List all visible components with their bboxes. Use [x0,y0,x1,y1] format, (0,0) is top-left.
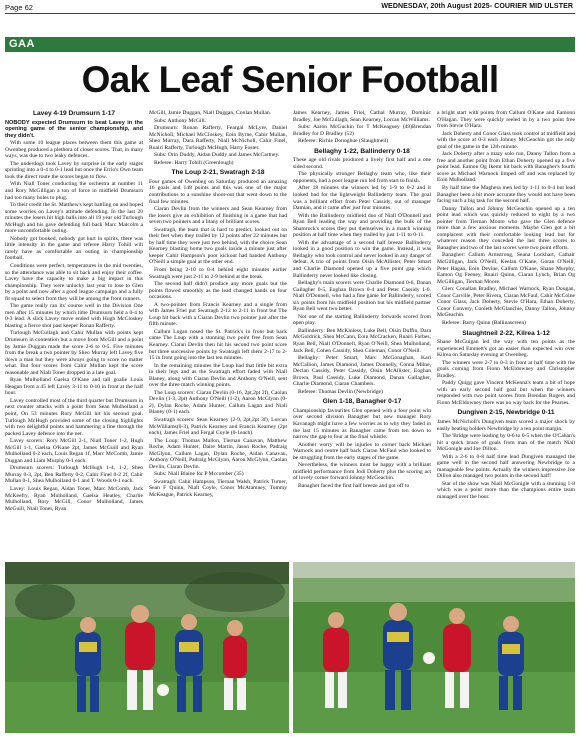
paragraph: With the advantage of a second half breeze Ballinderry looked in a good position to win the game. Instead, it was Bellaghy who took control and never looked in any danger of defeat. A trio of points from Oisin McAllister, Peter Smart and Charlie Diamond opened up a five point gap which Ballinderry never looked like closing. [293,239,431,279]
paragraph: Jack Doherty and Conor Glass took control at midfield and with the score at 0-3 each Johnny McGeachin got the only goal of the game in the 12th minute. [437,130,575,150]
photo-strip [5,562,575,733]
paragraph: Jack Doherty after a mazy solo run, Danny Tallon from a free and another point from Ethan Doherty opened up a five point lead. Eamon Og Ikemr hit back with Banagher's fourth score as Michael Warnock limped off and was replaced by Eoin Mulholland. [437,151,575,184]
referee: Referee: Harry Tohill (Greenlough) [154,159,234,166]
paragraph: Ciaran Devlin from the winners and Sean Kearney from the losers give an exhibition of finishing in a game that had seven two pointers and a litany of brilliant scores. [149,206,287,226]
scorers: The Loup scorers: Ciaran Devlin (0-16, 2pt,2pt 2f), Caolan Devlin (1-3, 2pt) Anthony O'Neill (1-2), Aaron McGlynn (0-2), Dylan Roche, Adam Hunter, Callum Lagan and Niall Blaney (0-1) each. [149,389,287,416]
header-rule [5,13,575,14]
paragraph: Callum Logan nosed the St. Patrick's in front but back came The Loup with a stunning two point free from Sean Kearney. Ciaran Devlin then hit his second two point score but three successive points by Swatragh left them 2-17 to 2-15 in front going into the last ten minutes. [149,328,287,362]
paragraph: From being 2-10 to 0-4 behind eight minutes earlier Swatragh were just 2-11 to 2-9 behind at the break. [149,266,287,280]
subs: Subs: Aaron McGuckin for T McKeaguey (49)Brendan Bradley for D Bradley (52) [293,124,431,137]
paragraph: Four games of Owenbeg on Saturday produced an amazing 16 goals and 148 points and this was one of the major contributions to a sunshine shoot-out that went down to the final few minutes. [149,178,287,205]
match-heading-bellaghy-ballinderry: Bellaghy 1-22, Ballinderry 0-18 [314,147,410,155]
paragraph: The underdogs took Lavey by surprise in the early stages sprinting into a 0-4 to 0-1 lead but once the Errio's Own team took the direct route the scores began to flow. [5,160,143,180]
team-list: Glen: Conallan Bradley, Michael Warnock, Ryan Dougan, Conor Carville, Peter Rivera, Ciaran McFaul, Cahir McColne Conor Glass, Jack Doherty, Stevie O'Hara, Ethan Doherty, Conor Convery, Conleth McGlanchie, Danny Tallon, Johnny McGeachin. [437,286,575,319]
subs: Subs: Niall Blaine for P Mccomber (35) [154,471,244,478]
scorers: Drumsurn scorers: Turlough McHugh 1-4, 1-2, Sheo Murray 0-3, 2pt, Ben Rafferty 0-2, Cahir Finel 0-2 2f, Cahir Mullan 0-1, Shea Mulholland 0-1 and T. Woods 0-1 each. [5,465,143,485]
referee: Referee: Richie Donoghue (Slaughtneil) [298,138,389,145]
paragraph: The second half didn't produce any more goals but the points flowed smoothly as the lead changed hands on four occasions. [149,281,287,301]
paragraph: Shane McGuigan led the way with ten points as the experienced Emmett's got an easier than expected win over Kilrea on Saturday evening at Owenbeg. [437,339,575,359]
scorers: Lavey scorers: Rory McGill 2-1, Niall Toner 1-2, Hugh McGill 1-1, Gaelsa O'Kane 2pt, James McGuill and Ryan Mulholland 0-2 each, Louis Regan 1f, Marc McComb, Jamie Duggan and Liam Murphy 0-1 each. [5,438,143,464]
paragraph: With a 2-6 to 0-8 half time lead Dungiven managed the game well in the second half answering Newbridge to a manageable few points. Actually the winners impressive Joe Dillon also managed two points in the second half! [437,453,575,480]
referee: Referee: Thomas Devlin (Newbridge) [298,388,383,395]
match-photo-right [293,562,575,733]
paragraph: With some 10 league places between them this game at Owenbeg produced a plethora of closer scores. That, in many ways, was due to two leaky defences. [5,140,143,160]
paragraph: A two-pointer from Francis Kearney and a single from with James Friel put Swatragh 2-12 to 2-11 in front but The Loup hit back with a Ciaran Devlin two pointer just after the fifth minute. [149,301,287,328]
team-list: Bellaghy: Peter Smart, Marc McGonaghan, Karl McCallion, James Diamond, James Donnelly, Conna Milne, Declan Cassidy, Peter Cassidy, Oisin McAllister, Eoghan Brown, Paul Cassidy, Luke Diamond, Danan Gallagher, Charlie Diamond, Ciaran Chambers. [293,355,431,388]
paragraph: Another worry will be injuries to corner back Michael Warnock and centre half back Ciaran McFaul who looked to be struggling from the early stages of the game. [293,441,431,461]
article-columns [5,110,575,558]
match-heading-dungiven-newbridge: Dungiven 2-15, Newbridge 0-11 [457,409,555,417]
paragraph: Swatragh, the team that is hard to predict, looked out on their feet when they trailed by 12 points after 22 minutes but by half time they were just two behind, with the choice Sean Kearney blasting home two goals inside a minute just after keeper Cahir Hampson's poor kickout had handed Anthony O'Neill a simple goal at the other end. [149,226,287,266]
paragraph: Nevertheless, the winners must be happy with a brilliant midfield performance from Jodi Doherty plus the scoring act of lovely corner forward Johnny McGeachin. [293,462,431,482]
match-heading-lavey-drumsurn: Lavey 4-19 Drumsurn 1-17 [32,110,116,117]
paragraph: In the remaining minutes the Loup had that little bit extra in their legs and as the Swatragh effort faded with Niall Blaney, along with Ciaran Devlin and Anthony O'Neill, sent over the three match winning points. [149,362,287,389]
paragraph: The physically stronger Bellaghy team who, like their opponents, had a poor league run led from start to finish. [293,171,431,184]
team-list: McGill, Jamie Duggan, Niall Duggan, Conlan Mullan. [149,110,272,116]
column-1 [5,110,143,558]
paragraph: NOBODY expected Drumsurn to beat Lavey in the opening game of the senior championship, and they didn't. [5,119,143,139]
paragraph: Paddy Quigg gave Vincent McKenna's team a bit of hope with an early second half goal but when the winners responded with two point scores from Brendan Rogers and Fionn McEldowney there was no way back for the Pearses. [437,380,575,406]
paragraph: Nobody got booked, nobody got hurt in spirits, there was little intensity in the game and referee Harry Tohill will rarely have as comfortable an outing in championship football. [5,235,143,262]
scorers: Swatragh scorers: Sean Kearney (2-9, 2pt,2pt 3f), Lorcan McWilliams(0-3), Patrick Kearney and Francis Kearney (2pt each), James Friel and Fergal Coyle (0-1each). [149,417,287,437]
match-photo-left [5,562,289,733]
team-list: Drumsurn: Ronan Rafferty, Feargal McLyre, Daniel McNicholl, Michael McCloskey, Eoin Byrne, Cahir Mullan, Sheo Murray, Dara Rafferty, Niall McNicholl, Cahir Finel, Ruairi Rafferty, Turlough McHugh, Harry Foster. [149,125,287,151]
football-action-photo-left [5,562,289,733]
paragraph: Banagher faced the first half breeze and got off to [298,482,410,489]
paragraph: The game really ran its' course well in the Division One men after 15 minutes by which time Drumsurn held a 0-4 to 0-3 lead. A slick Lavey move ended with Hugh McCloskey blasting a fierce shot past keeper Ronan Rafferty. [5,303,143,329]
team-list: The Loup: Thomas Mallon, Tiernan Canavan, Matthew Roche, Adam Hunter, Daire Martin, Jason Roche, Padraig McGlynn, Callum Lagan, Dylan Roche, Aidan Canavan, Anthony O'Neill, Padraig McGlynn, Aaron McGlynn, Caolan Devlin, Ciaran Devlin. [149,437,287,470]
subs: Subs: Orin Duddy, Aidan Duddy and James McCartney. [154,152,280,159]
section-bar [5,37,575,52]
paragraph: The 'Bridge were leading by 0-6 to 0-5 when the O'Cahan's hit a quick brace of goals from man of the match Niall McGonigle and Joe Dillon. [437,433,575,453]
paragraph: To their credit the St. Matthew's kept battling on and hoped some worries on Lavey's attitude defending. In the last 20 minutes the losers hit high balls into all 19 year old Turlough McHugh and his gave defending full back Marc Malcolm a more uncomfortable outing. [5,202,143,235]
team-list: James Kearney, James Friel, Cathal Murray, Dominic Bradley, Joe McCullagh, Sean Kearney, Lorcan McWilliams. [293,110,431,123]
paragraph: With the Ballinderry midfield duo of Niall O'Donnell and Ryan Bell leading the way and providing the bulk of the Shamrock's scores they put themselves in a match winning position at half time when they trailed by just 1-11 to 0-11. [293,212,431,239]
paragraph: After 18 minutes the winners led by 1-9 to 0-2 and it looked bad for the lightweight Ballinderry team. The goal was a brilliant effort from Peter Cassidy, out of manager Damian, and it came after just four minutes. [293,185,431,212]
column-4 [437,110,575,558]
team-list: Lavey: Louis Regan, Aidan Toner, Marc McComb, Jack McKeefry, Ryan Mulholland, Gaelsa Heatley, Charlie Mulholland, Rory McGill, Conor Mulholland, James McGuill, Niall Toner, Ryan [5,486,143,512]
paragraph: Ryan Mulholland Gaelsa O'Kane and tall goalie Louis Heagan from a 45 left Lavey 3-11 to 0-10 in front at the half hour. [5,377,143,397]
paragraph: Lavey controlled most of the third quarter but Drumsurn in next counter attacks with a point from Sean Mulholland a point, On 53 minutes Rory McGill hit his second goal. Turlough McHugh provided some of the closing highlights with two delightful points and hammering a fine through the packed Lavey defence into the net. [5,397,143,437]
football-action-photo-right [293,562,575,733]
match-heading-loup-swatragh: The Loup 2-21, Swatragh 2-18 [171,169,265,177]
column-2 [149,110,287,558]
paragraph: Star of the show was Niall McGonigle with a stunning 1-8 which was a point more than the champions entire team managed over the hour. [437,480,575,500]
team-list: Banagher: Callum Armstrong, Seana Lockhart, Cathair McGilligan, Jack O'Neill, Keelan O'Kane, Goran O'Neill, Peter Hagan, Eoin Devine, Callum O'Kane, Shane Murphy, Eamon Og Feeney, Ruairi Quinn, Ciaran Lynch, Brian Og McGilligan, Tiernan Moore. [437,252,575,285]
paragraph: With Niall Toner conducting the orchestra at number 11 and Rory McGilligan a ton of force in midfield Drumsurn had too many holes to plug. [5,181,143,201]
paragraph: These age old rivals produced a lively first half and a one sided second. [293,157,431,170]
team-list: Swatragh: Cahir Hampson, Tiernan Walsh, Patrick Turner, Sean F Quinn, Niall Coyle, Conor McAtamney, Tommy McKeague, Patrick Kearney, [149,478,287,499]
column-3 [293,110,431,558]
paragraph: Not one of the starting Ballinderry forwards scored from open play. [293,313,431,327]
match-heading-glen-banagher: Glen 1-18, Banagher 0-17 [322,398,402,406]
section-label: GAA [9,38,35,50]
dateline: WEDNESDAY, 20th August 2025- COURIER MID ULSTER [381,3,573,10]
page-number: Page 62 [5,3,33,12]
paragraph: Conditions were perfect, temperatures in the mid twenties, so the attendance was able to sit back and enjoy their coffee. Lavey have the capacity to make a big impact in this championship. They were unlucky last year to lose to Glen by a point and now after a good league campaign and a fully fit squad to select from they will be among the front runners. [5,262,143,302]
paragraph: The winners were 2-7 to 0-3 in front at half time with the goals coming from Fionn McEldowney and Christopher Bradley. [437,359,575,379]
paragraph: James McNicholl's Dungiven team scored a major shock by easily beating holders Newbridge by a ten point margin. [437,418,575,432]
match-heading-slaughtneil-kilrea: Slaughtneil 2-22, Kilrea 1-12 [462,329,550,337]
paragraph: Danny Tallon and Johnny McGeachin opened up a ten point lead which was quickly reduced to eight by a two pointer from Tiernan Moore who gave the Glen defence more than a few anxious moments. Maybe Glen got a bit complacent with their comfortable looking lead but for whatever reason they conceded the last three scores to Banagher and two of the last scores were two point efforts. [437,205,575,251]
paragraph: Championship favourites Glen opened with a four point win over second division Banagher but new manager Rory Kavanagh might have a few worries as to why they faded in the last 15 minutes as Banagher came from ten down to narrow the gap to four at the final whistle. [293,407,431,441]
paragraph: By half time the Maghera men led by 1-11 to 0-4 but lead Banagher been a bit more accurate they would not have been facing such a big task for the second half. [437,185,575,205]
referee: Referee: Barry Quinn (Ballinascreen) [442,319,527,326]
page-header [0,0,580,36]
paragraph: a bright start with points from Callum O'Kane and Eamonn O'Hagan. They were quickly reeled in by a two point free from Stevie O'Hara. [437,110,575,130]
paragraph: Bellaghy's main scorers were Charlie Diamond 0-6, Danan Gallagher 0-5, Eoghan Brown 0-4 and Peter Cassidy 1-0. Niall O'Donnell, who had a fine game for Ballinderry, scored six points from his midfield position but his midfield partner Ryan Bell went two better. [293,280,431,313]
paragraph: Turlough McCullagh and Cahir Mullan with points kept Drumsurn in contention but a move from McGill and a point by Jamie Duggan made the score 2-6 to 0-5. Five minutes from the break a two pointer by Sheo Murray left Lavey five down a man but they were always going to score no matter what. But four scores from Cahir Mullan kept the score reasonable and Niall Toner dropped in a late goal. [5,330,143,376]
team-list: Ballinderry: Ben McKinless, Luke Bell, Oisin Duffin, Dara McGoldrick, Shea McCann, Eoin McCracken, Ruairi Forbes, Ryan Bell, Niall O'Donnell, Ryan O'Neill, Shea Mulholland, Jack Bell, Cohen Cassidy, Shea Coleman, Conor O'Neill. [293,327,431,354]
subs: Subs: Anthony McGill. [154,117,207,124]
headline: Oak Leaf Senior Football [81,59,499,100]
